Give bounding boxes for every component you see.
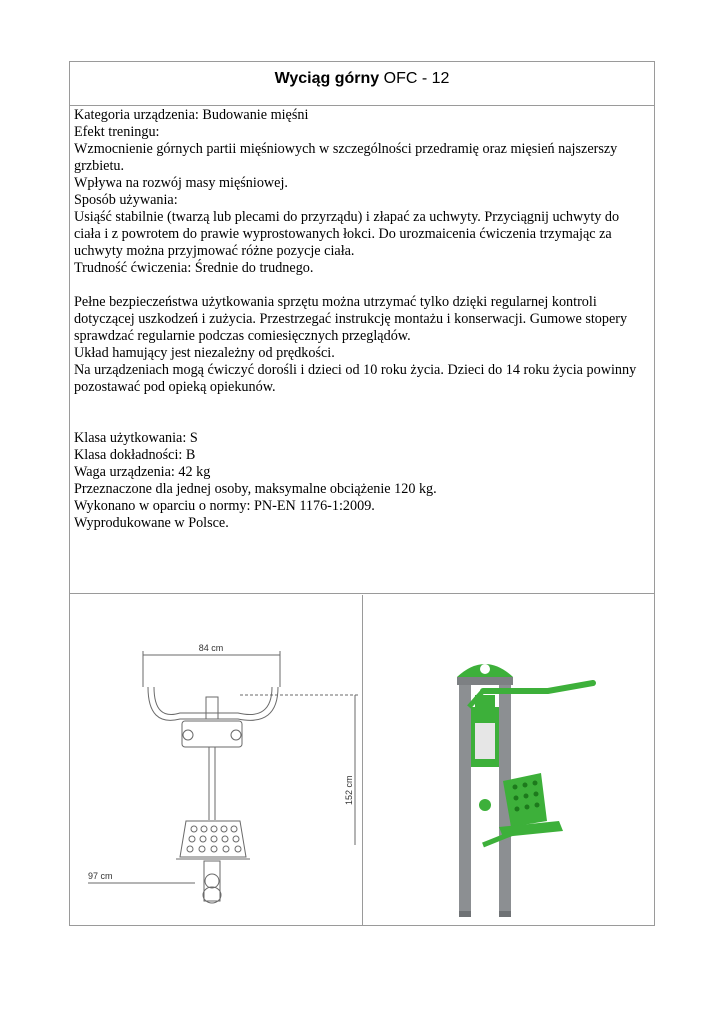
usage-class: Klasa użytkowania: S xyxy=(74,430,198,446)
product-render xyxy=(363,595,654,925)
foot-left xyxy=(459,911,471,917)
post-left xyxy=(459,675,471,915)
safety-line-2: dotyczącej uszkodzeń i zużycia. Przestrzegać instrukcję montażu i konserwacji. Gumowe stopery xyxy=(74,311,628,327)
seat-back xyxy=(503,773,547,827)
product-sheet xyxy=(69,61,655,926)
base-post xyxy=(204,861,220,901)
safety-line-3: sprawdzać regularnie podczas comiesięcznych przeglądów. xyxy=(74,328,411,344)
age-line-2: pozostawać pod opieką opiekunów. xyxy=(74,379,276,395)
technical-drawing-svg xyxy=(70,595,362,925)
age-line-1: Na urządzeniach mogą ćwiczyć dorośli i dzieci od 10 roku życia. Dzieci do 14 roku życia powinny xyxy=(74,362,637,378)
effect-label: Efekt treningu: xyxy=(74,124,160,140)
technical-drawing xyxy=(70,595,363,925)
mass-text: Wpływa na rozwój masy mięśniowej. xyxy=(74,175,288,191)
carriage-bolt-left xyxy=(183,730,193,740)
carriage-bolt-right xyxy=(231,730,241,740)
made-in-text: Wyprodukowane w Polsce. xyxy=(74,515,229,531)
difficulty-text: Trudność ćwiczenia: Średnie do trudnego. xyxy=(74,260,314,276)
category-text: Kategoria urządzenia: Budowanie mięśni xyxy=(74,107,309,123)
weight-text: Waga urządzenia: 42 kg xyxy=(74,464,211,480)
carriage xyxy=(182,721,242,747)
foot-right xyxy=(499,911,511,917)
depth-label: 97 cm xyxy=(88,871,113,881)
brake-text: Układ hamujący jest niezależny od prędkości. xyxy=(74,345,335,361)
base-joint xyxy=(205,874,219,888)
accuracy-class: Klasa dokładności: B xyxy=(74,447,196,463)
usage-label: Sposób używania: xyxy=(74,192,178,208)
effect-line-1: Wzmocnienie górnych partii mięśniowych w szczególności przedramię oraz mięsień najszerszy xyxy=(74,141,618,157)
product-render-svg xyxy=(363,595,655,925)
post-crossbar xyxy=(457,677,513,685)
images-row xyxy=(70,595,654,925)
usage-line-3: uchwyty można przyjmować różne pozycje ciała. xyxy=(74,243,355,259)
seat-holes xyxy=(187,826,241,852)
seat-back-holes xyxy=(513,781,540,812)
title-code: OFC - 12 xyxy=(383,70,450,87)
effect-line-2: grzbietu. xyxy=(74,158,125,174)
logo-icon xyxy=(480,664,490,674)
capacity-text: Przeznaczone dla jednej osoby, maksymalne obciążenie 120 kg. xyxy=(74,481,437,497)
handlebar-outline xyxy=(148,687,278,720)
pivot-joint xyxy=(479,799,491,811)
product-description xyxy=(70,103,654,594)
product-title xyxy=(70,62,654,106)
usage-line-2: ciała i z powrotem do prawie wyprostowanych łokci. Do urozmaicenia ćwiczenia trzymając za xyxy=(74,226,612,242)
title-name: Wyciąg górny xyxy=(274,70,380,87)
arm-bracket xyxy=(475,695,495,723)
head-block xyxy=(206,697,218,719)
height-label: 152 cm xyxy=(344,775,354,805)
usage-line-1: Usiąść stabilnie (twarzą lub plecami do przyrządu) i złapać za uchwyty. Przyciągnij uchwyty do xyxy=(74,209,620,225)
width-label: 84 cm xyxy=(198,643,224,653)
safety-line-1: Pełne bezpieczeństwa użytkowania sprzętu można utrzymać tylko dzięki regularnej kontroli xyxy=(74,294,597,310)
norm-text: Wykonano w oparciu o normy: PN-EN 1176-1:2009. xyxy=(74,498,375,514)
handlebar-inner xyxy=(154,687,272,715)
